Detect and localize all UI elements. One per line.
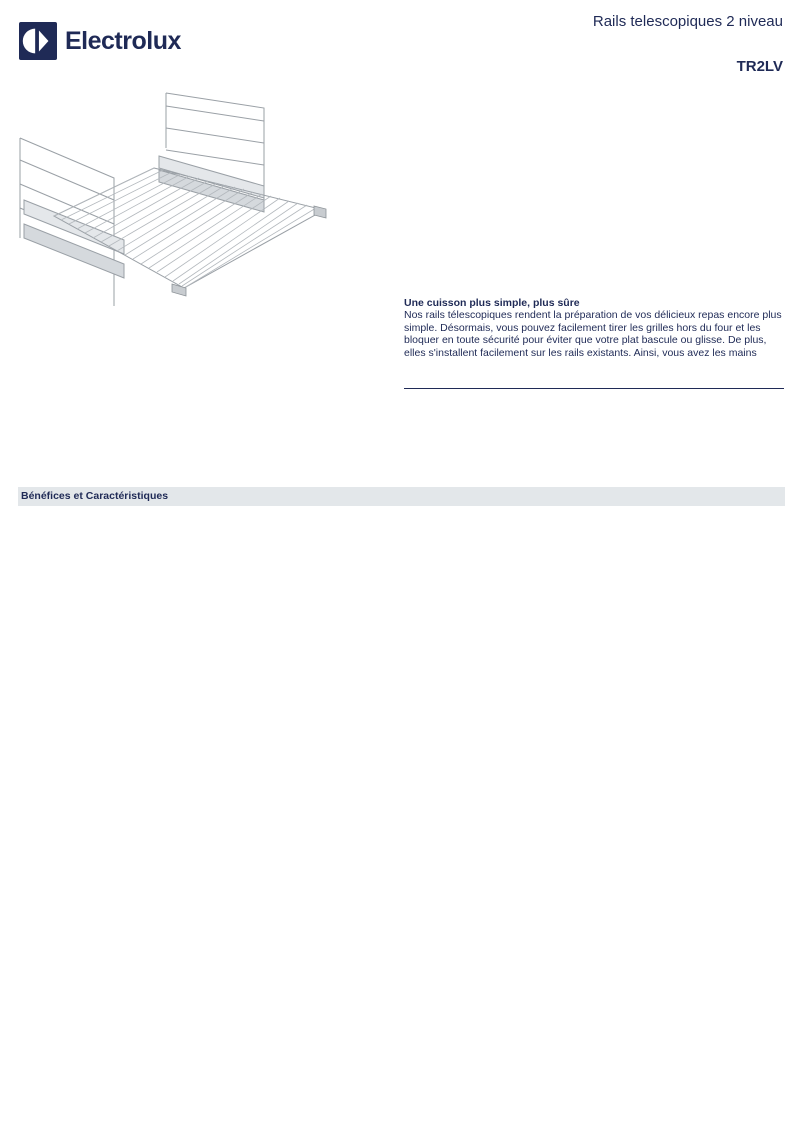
telescopic-rail-rack-image bbox=[14, 88, 330, 310]
section-divider bbox=[404, 388, 784, 389]
description-body: Nos rails télescopiques rendent la préparation de vos délicieux repas encore plus simple. Désormais, vous pouvez facilement tirer les grilles hors du four et les bloquer en toute sécurité pour éviter que votre plat bascule ou glisse. De plus, elles s'installent facilement sur les rails existants. Ainsi, vous avez les mains bbox=[404, 309, 782, 359]
product-code: TR2LV bbox=[736, 58, 783, 75]
electrolux-logo-icon bbox=[19, 22, 57, 60]
benefits-section-title: Bénéfices et Caractéristiques bbox=[21, 490, 169, 502]
description-heading: Une cuisson plus simple, plus sûre bbox=[404, 297, 580, 309]
brand-logo bbox=[19, 21, 181, 61]
benefits-section-header bbox=[18, 487, 785, 506]
brand-name: Electrolux bbox=[65, 26, 181, 55]
product-title: Rails telescopiques 2 niveau bbox=[592, 13, 783, 30]
description-block bbox=[404, 297, 784, 359]
